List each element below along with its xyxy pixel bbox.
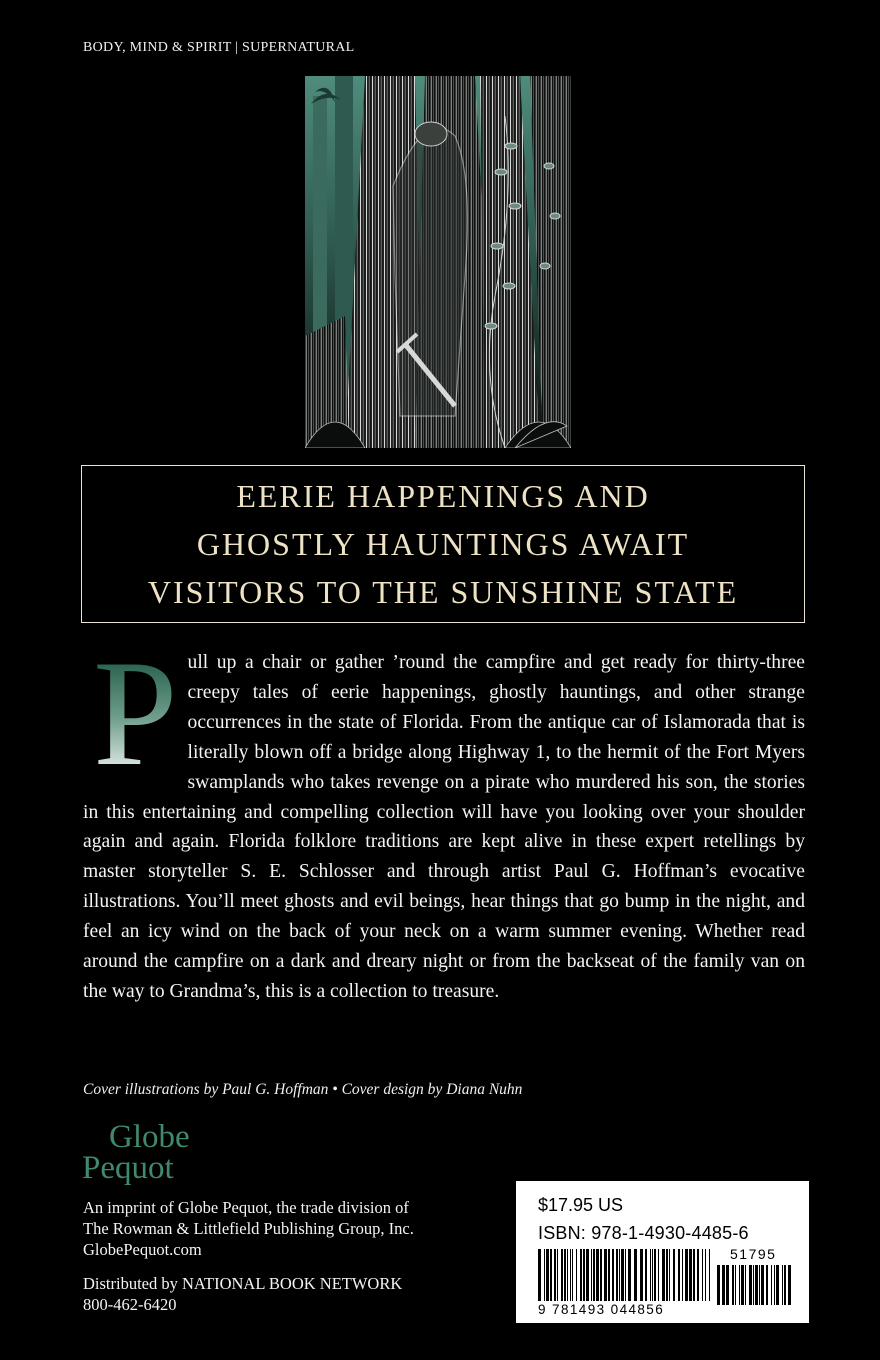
- barcode-bar: [693, 1249, 695, 1301]
- barcode-bar: [697, 1249, 699, 1301]
- barcode-bar: [580, 1249, 582, 1301]
- distributor-block: [83, 1273, 402, 1315]
- barcode-bar: [761, 1265, 764, 1305]
- imprint-block: [83, 1197, 414, 1260]
- barcode-bar: [583, 1249, 585, 1301]
- barcode-bar: [564, 1249, 566, 1301]
- barcode-bar: [608, 1249, 610, 1301]
- barcode-bar: [658, 1249, 659, 1301]
- description-paragraph: [83, 629, 805, 1007]
- barcode-bar: [705, 1249, 706, 1301]
- barcode-bar: [544, 1249, 545, 1301]
- logo-word-globe: Globe: [109, 1119, 190, 1155]
- barcode-bar: [654, 1249, 656, 1301]
- barcode-bar: [619, 1249, 620, 1301]
- barcode-bar: [782, 1265, 783, 1305]
- price-label: $17.95 US: [538, 1195, 624, 1215]
- barcode-bar: [678, 1249, 680, 1301]
- barcode-bar: [702, 1249, 703, 1301]
- barcode-bar: [682, 1249, 683, 1301]
- barcode-bar: [685, 1249, 688, 1301]
- swamp-illustration: [305, 76, 571, 448]
- barcode-bar: [739, 1265, 740, 1305]
- barcode-bar: [621, 1249, 624, 1301]
- barcode-bar: [784, 1265, 786, 1305]
- barcode-bar: [628, 1249, 631, 1301]
- headline-box: [81, 465, 805, 623]
- barcode-bar: [689, 1249, 692, 1301]
- imprint-line: An imprint of Globe Pequot, the trade division of: [83, 1198, 409, 1217]
- distributor-phone: 800-462-6420: [83, 1295, 177, 1314]
- barcode-bar: [604, 1249, 607, 1301]
- logo-word-pequot: Pequot: [82, 1150, 174, 1186]
- barcode-bar: [759, 1265, 760, 1305]
- description-text: ull up a chair or gather ’round the campfire and get ready for thirty-three creepy tales of eerie happenings, ghostly hauntings, and other strange occurrences in the state of Florida. From the antique car of Islamorada that is literally blown off a bridge along Highway 1, to the hermit of the Fort Myers swamplands who takes revenge on a pirate who murdered his son, the stories in this entertaining and compelling collection will have you looking over your shoulder again and again. Florida folklore traditions are kept alive in these expert retellings by master storyteller S. E. Schlosser and through artist Paul G. Hoffman’s evocative illustrations. You’ll meet ghosts and evil beings, hear things that go bump in the night, and feel an icy wind on the back of your neck on a warm summer evening. Whether read around the campfire on a dark and dreary night or from the backseat of the family van on the way to Grandma’s, this is a collection to treasure.: [83, 652, 805, 1002]
- publisher-website[interactable]: GlobePequot.com: [83, 1240, 202, 1259]
- barcode-bar: [732, 1265, 734, 1305]
- headline-line: VISITORS TO THE SUNSHINE STATE: [147, 574, 739, 610]
- barcode-bar: [776, 1265, 779, 1305]
- imprint-line: The Rowman & Littlefield Publishing Group, Inc.: [83, 1219, 414, 1238]
- headline-line: GHOSTLY HAUNTINGS AWAIT: [196, 526, 690, 562]
- isbn-label: ISBN: 978-1-4930-4485-6: [538, 1223, 749, 1243]
- barcode-bar: [755, 1265, 758, 1305]
- barcode-bar: [625, 1249, 626, 1301]
- barcode-bar: [745, 1265, 746, 1305]
- category-label: BODY, MIND & SPIRIT | SUPERNATURAL: [83, 40, 355, 55]
- barcode-bar: [570, 1249, 571, 1301]
- barcode-bar: [586, 1249, 589, 1301]
- barcode-bar: [766, 1265, 768, 1305]
- barcode-bar: [616, 1249, 618, 1301]
- barcode-digits: 9 781493 044856: [538, 1302, 665, 1317]
- barcode-bar: [771, 1265, 772, 1305]
- barcode-bar: [726, 1265, 729, 1305]
- barcode-bar: [634, 1249, 637, 1301]
- barcode-bar: [591, 1249, 592, 1301]
- barcode-bar: [753, 1265, 754, 1305]
- barcode-bar: [673, 1249, 675, 1301]
- barcode-bar: [600, 1249, 602, 1301]
- barcode-bar: [550, 1249, 552, 1301]
- barcode-bar: [788, 1265, 791, 1305]
- distributor-line: Distributed by NATIONAL BOOK NETWORK: [83, 1274, 403, 1293]
- isbn-barcode: [538, 1249, 713, 1301]
- barcode-bar: [717, 1265, 720, 1305]
- barcode-bar: [662, 1249, 665, 1301]
- cover-credits: Cover illustrations by Paul G. Hoffman • Cover design by Diana Nuhn: [83, 1081, 523, 1098]
- barcode-bar: [596, 1249, 599, 1301]
- barcode-bar: [774, 1265, 775, 1305]
- barcode-bar: [612, 1249, 614, 1301]
- barcode-bar: [576, 1249, 577, 1301]
- barcode-bar: [572, 1249, 573, 1301]
- barcode-bar: [669, 1249, 670, 1301]
- barcode-bar: [650, 1249, 651, 1301]
- barcode-bar: [709, 1249, 710, 1301]
- barcode-bar: [735, 1265, 736, 1305]
- barcode-bar: [722, 1265, 725, 1305]
- supplement-digits: 51795: [730, 1246, 777, 1262]
- barcode-bar: [593, 1249, 595, 1301]
- barcode-panel: [516, 1181, 809, 1323]
- supplement-barcode: [717, 1265, 791, 1305]
- headline-line: EERIE HAPPENINGS AND: [236, 478, 650, 514]
- barcode-bar: [561, 1249, 563, 1301]
- barcode-bar: [645, 1249, 647, 1301]
- barcode-bar: [557, 1249, 558, 1301]
- publisher-logo: [82, 1119, 190, 1186]
- drop-cap: P: [93, 629, 178, 797]
- barcode-bar: [554, 1249, 556, 1301]
- barcode-bar: [666, 1249, 668, 1301]
- barcode-bar: [546, 1249, 549, 1301]
- barcode-bar: [741, 1265, 744, 1305]
- barcode-bar: [749, 1265, 752, 1305]
- barcode-bar: [652, 1249, 653, 1301]
- barcode-bar: [567, 1249, 568, 1301]
- barcode-bar: [538, 1249, 541, 1301]
- barcode-bar: [640, 1249, 643, 1301]
